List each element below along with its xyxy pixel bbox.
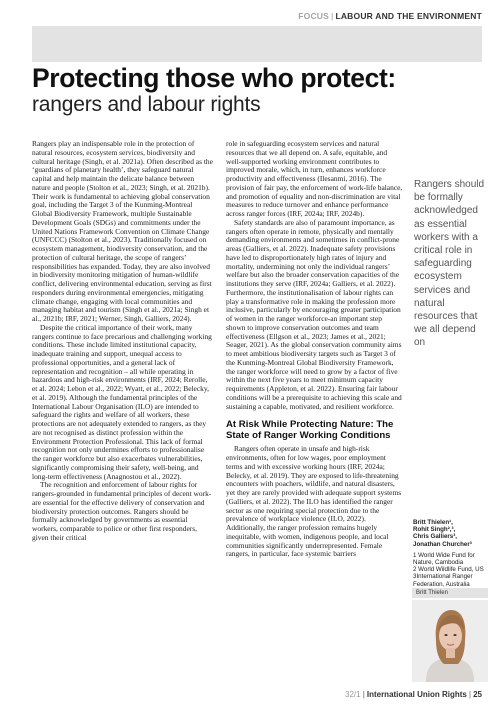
footer-separator: | (468, 690, 472, 699)
header-separator: | (331, 11, 334, 21)
issue-number: 32/1 (345, 690, 361, 699)
article-title: Protecting those who protect: (32, 63, 396, 93)
paragraph: role in safeguarding ecosystem services and natural resources that we all depend on. A safe, equitable, and well-supported working environment contributes to improved morale, which, in turn, enhances workforce productivity and effectiveness (Ilesanmi, 2016). The provision of fair pay, the enforcement of work-life balance, and promotion of equality and non-discrimination are vital measures to reduce turnover and enhance performance across ranger forces (IRF, 2024a; IRF, 2024b). (226, 139, 403, 218)
page-footer (345, 690, 482, 699)
author-name: Jonathan Churcher³ (413, 540, 472, 548)
title-band (32, 26, 482, 62)
footer-separator: | (362, 690, 365, 699)
section-heading: At Risk While Protecting Nature: The State of Ranger Working Conditions (226, 419, 394, 441)
paragraph: The recognition and enforcement of labour rights for rangers-grounded in fundamental principles of decent work-are essential for the effective delivery of conservation and biodiversity protection outcomes. Rangers should be formally acknowledged by governments as essential workers, comparable to police or other first responders, given their critical (32, 480, 212, 542)
article-subtitle: rangers and labour rights (32, 93, 261, 116)
author-name: Chris Galliers³, (413, 533, 458, 541)
author-photo (412, 600, 488, 682)
column-1 (32, 140, 214, 543)
paragraph: Rangers play an indispensable role in the protection of natural resources, ecosystem services, biodiversity and cultural heritage (Singh, et al. 2021a). Often described as the ‘guardians of planetary health’, they safeguard natural capital and help maintain the delicate balance between nature and people (Stolton et al., 2023; Singh, et al. 2021b). Their work is fundamental to achieving global conservation goal, including the Target 3 of the Kunming-Montreal Global Biodiversity Framework, multiple Sustainable Development Goals (SDGs) and commitments under the United Nations Framework Convention on Climate Change (UNFCCC) (Stolton et al., 2023). Traditionally focused on ecosystem management, biodiversity conservation, and the protection of cultural heritage, the scope of rangers’ responsibilities has expanded. Today, they are also involved in biodiversity monitoring mitigation of human-wildlife conflict, delivering environmental education, serving as first responders during environmental emergencies, mitigating climate change, engaging with local communities and managing habitat and tourism (Singh et al., 2021a; Singh et al., 2021b; IRF, 2021; Werner, Singh, Galliers, 2024). (32, 139, 213, 323)
affiliations (413, 552, 493, 588)
focus-label: FOCUS (298, 11, 330, 21)
paragraph: Rangers often operate in unsafe and high-risk environments, often for low wages, poor employment terms and with excessive working hours (IRF, 2024a; Belecky, et al. 2019). They are exposed to life-threatening encounters with poachers, wildlife, and natural disasters, yet they are rarely provided with adequate support systems (Galliers, et al. 2022). The ILO has identified the ranger sector as one requiring special protection due to the prevalence of workplace violence (ILO, 2022). Additionally, the ranger profession remains hugely inequitable, with women, indigenous people, and local communities significantly underrepresented. Female rangers, in particular, face systemic barriers (226, 444, 402, 559)
publication-name: International Union Rights (366, 690, 467, 699)
author-block (413, 519, 493, 588)
photo-caption: Britt Thielen (412, 588, 488, 598)
paragraph: Safety standards are also of paramount importance, as rangers often operate in remote, physically and mentally demanding environments and sometimes in conflict-prone areas (Galliers, et al. 2022). Inadequate safety provisions have led to disproportionately high rates of injury and mortality, undermining not only the individual rangers’ welfare but also the broader conservation capacities of the institutions they serve (IRF, 2024a; Galliers, et al. 2022). Furthermore, the institutionalisation of labour rights can play a transformative role in making the profession more inclusive, particularly by encouraging greater participation of women in the ranger workforce-an important step shown to improve conservation outcomes and team effectiveness (Ellgson et al., 2023; James et al., 2021; Seager, 2021). As the global conservation community aims to meet ambitious biodiversity targets such as Target 3 of the Kunming-Montreal Global Biodiversity Framework, the ranger workforce will need to grow by a factor of five within the next five years to meet minimum capacity requirements (Appleton, et al. 2022). Ensuring fair labour conditions will be a prerequisite to achieving this scale and sustaining a capable, motivated, and resilient workforce. (226, 217, 402, 411)
affiliation: 3International Ranger Federation, Australia (413, 573, 473, 588)
page-number: 25 (473, 690, 482, 699)
paragraph: Despite the critical importance of their work, many rangers continue to face precarious and challenging working conditions. These include limited institutional capacity, inadequate training and support, unequal access to professional opportunities, and a general lack of representation and recognition – all while operating in hazardous and high-risk environments (IRF, 2024; Rerolle, et al. 2024; Lebon et al., 2022; Wyatt, et al., 2022; Belecky, et al. 2019). Although the fundamental principles of the International Labour Organisation (ILO) are intended to safeguard the rights and welfare of all workers, these protections are not adequately extended to rangers, as they are not recognised as distinct profession within the Environment Protection Professional. This lack of formal recognition not only undermines efforts to professionalise the ranger workforce but also exacerbates vulnerabilities, significantly compromising their safety, well-being, and long-term effectiveness (Anagnostou et al., 2022). (32, 322, 212, 481)
section-header (298, 11, 482, 21)
affiliation: 1 World Wide Fund for Nature, Cambodia (413, 551, 475, 567)
author-name: Britt Thielen¹, (413, 519, 453, 526)
affiliation: 2 World Wildlife Fund, US (413, 566, 484, 574)
section-label: LABOUR AND THE ENVIRONMENT (335, 11, 482, 21)
portrait-illustration (412, 600, 488, 682)
author-name: Rohit Singh²,³, (413, 526, 456, 534)
pull-quote: Rangers should be formally acknowledged as essential workers with a critical role in safeguarding ecosystem services and natural resources that we all depend on (414, 179, 485, 349)
column-2 (226, 140, 403, 559)
